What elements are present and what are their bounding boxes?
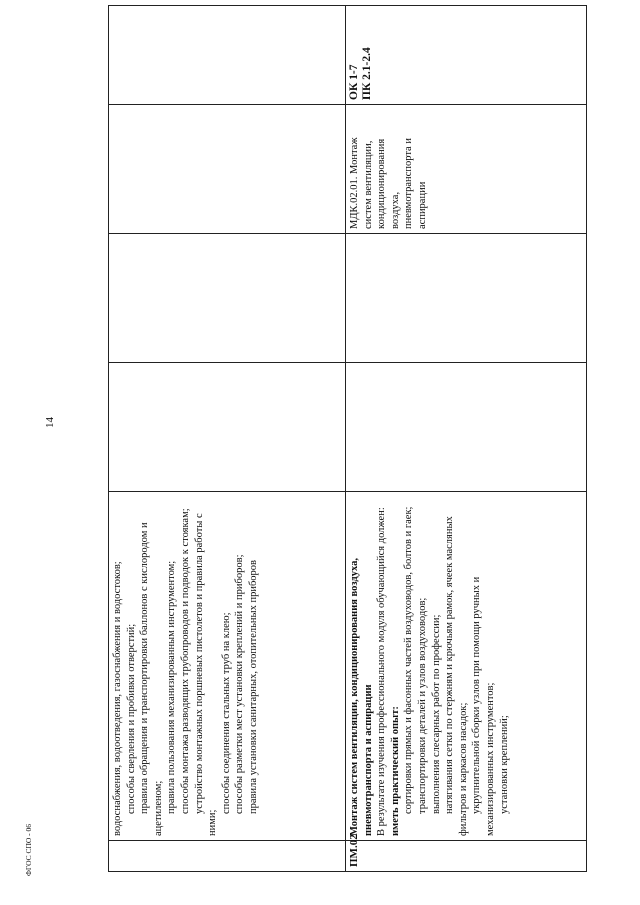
content-line: правила пользования механизированным инструментом; xyxy=(166,560,178,814)
table-row xyxy=(109,6,346,872)
content-line: укрупнительной сборки узлов при помощи ручных и механизированных инструментов; xyxy=(471,576,496,836)
content-line: правила обращения и транспортировки баллонов с кислородом и ацетиленом; xyxy=(139,522,164,836)
mdk-cell xyxy=(109,105,346,234)
page-number: 14 xyxy=(44,417,56,428)
footer-label: ФГОС СПО - 06 xyxy=(24,823,33,876)
content-line: способы соединения стальных труб на клею; xyxy=(220,612,232,814)
max-hours-cell xyxy=(109,363,346,492)
content-line: способы разметки мест установки креплений и приборов; xyxy=(234,554,246,814)
module-content-cell xyxy=(109,492,346,841)
content-line: способы сверления и пробивки отверстий; xyxy=(125,623,137,814)
content-line: способы монтажа разводящих трубопроводов и подводок к стоякам; xyxy=(179,508,191,814)
table-row xyxy=(346,6,587,872)
curriculum-table xyxy=(108,5,587,872)
class-hours-cell xyxy=(346,234,587,363)
rotated-table-wrapper xyxy=(108,30,581,872)
module-title: Монтаж систем вентиляции, кондиционирования воздуха, пневмотранспорта и аспирации xyxy=(349,558,374,836)
module-code-cell xyxy=(109,841,346,872)
content-line: устройство монтажных поршневых пистолетов и правила работы с ними; xyxy=(193,513,219,836)
content-line: выполнения слесарных работ по профессии; xyxy=(430,614,442,814)
content-intro: В результате изучения профессионального модуля обучающийся должен: xyxy=(376,507,388,836)
content-line: установки креплений; xyxy=(498,715,510,814)
content-line: правила установки санитарных, отопительных приборов xyxy=(247,560,259,814)
content-line: транспортировки деталей и узлов воздуховодов; xyxy=(416,597,428,814)
content-line: водоснабжения, водоотведения, газоснабжения и водостоков; xyxy=(112,561,123,836)
content-line: сортировки прямых и фасонных частей воздуховодов, болтов и гаек; xyxy=(403,506,415,814)
content-subheading: иметь практический опыт: xyxy=(389,706,401,836)
class-hours-cell xyxy=(109,234,346,363)
competencies-cell xyxy=(109,6,346,105)
mdk-cell: МДК.02.01. Монтаж систем вентиляции, кондиционирования воздуха, пневмотранспорта и аспирации xyxy=(346,105,587,234)
module-content-cell xyxy=(346,492,587,841)
max-hours-cell xyxy=(346,363,587,492)
competencies-cell: ОК 1-7 ПК 2.1-2.4 xyxy=(346,6,587,105)
content-line: натягивания сетки по стержням и крючьям рамок, ячеек масляных фильтров и каркасов насадок; xyxy=(444,516,469,836)
module-code-cell: ПМ.02 xyxy=(346,841,587,872)
